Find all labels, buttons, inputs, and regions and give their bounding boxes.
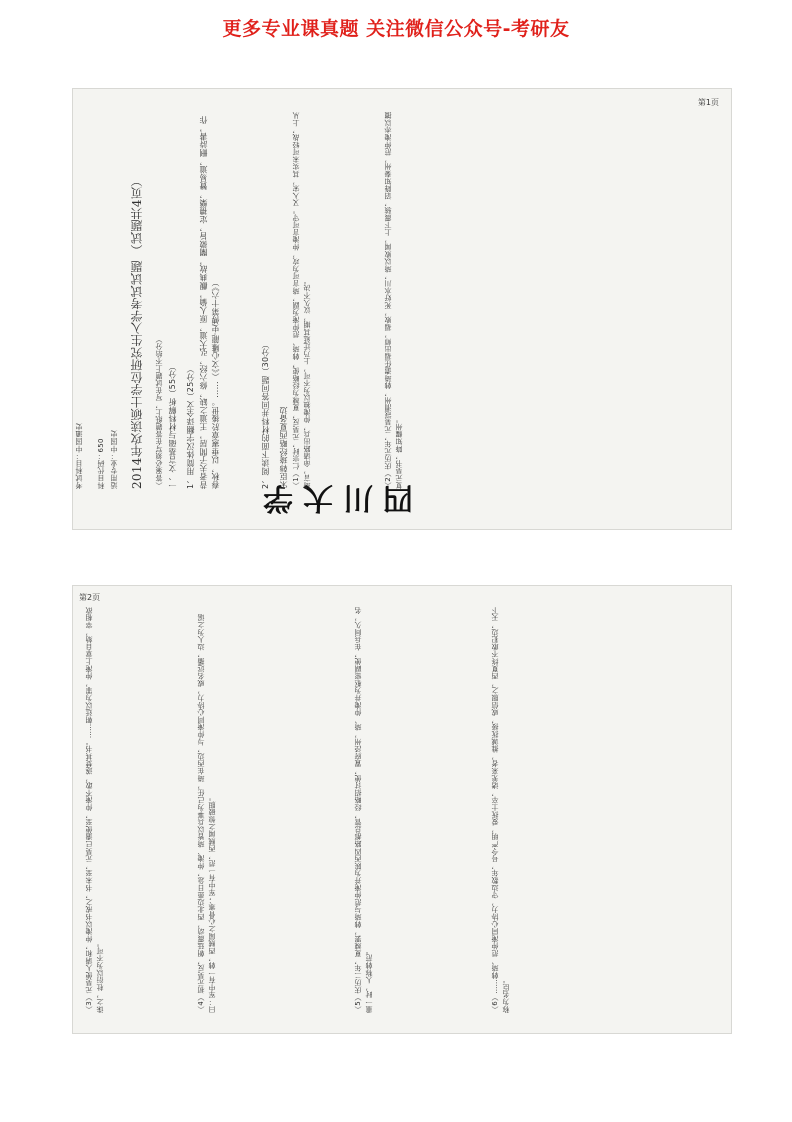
page-2-columns	[83, 593, 646, 1013]
material-paragraph-4: （4）初元昊反，朝廷震动，西北边患日急，仲淹、琦皆以兵事为己任，琦在西边，与仲淹同心协力，威名远播，边人为之谣曰：军中有一韩，西贼闻之心骨寒；军中有一范，西贼闻之惊破胆。	[197, 614, 216, 1013]
page-1-number	[698, 97, 719, 108]
logo-text: 四川大学	[253, 480, 413, 515]
exam-title-col	[129, 109, 145, 489]
exam-page-1	[72, 88, 732, 530]
question-1-2: 2、阅读下面的材料并回答问题（30分）	[261, 340, 270, 489]
page-2-content	[73, 586, 731, 1033]
page-1-content	[73, 89, 731, 529]
q1-text-col	[198, 109, 258, 489]
material-paragraph-5: （5）庆历二年，夏竦罢，韩琦与范仲淹并为陕西四路都总管，经略招讨使，置府泾州，琦、仲淹并为枢密副使，在兵间久，名重一时，人称韩范。	[354, 606, 373, 1013]
meta-code: 科目代码：650	[97, 438, 105, 489]
promo-banner: 更多专业课真题 关注微信公众号-考研友	[222, 18, 570, 40]
para4-col	[196, 603, 346, 1013]
material-paragraph-6: （6）……韩琦、范仲淹同心协力，守边数年，号令严明，爱抚士卒，诸羌来者，推诚抚接，咸信服之，西夏终不敢犯边，天下称为名臣。	[491, 606, 510, 1013]
material-paragraph-2: （2）庆历元年，元昊寇渭州，韩琦遣任福出师，福败，死好水川，琦以败闻，上下震骇，诏降知秦州，范仲淹亦以擅复元昊书，降知耀州。	[384, 111, 403, 489]
para6-col	[490, 603, 640, 1013]
q1-sub2-col	[260, 109, 271, 489]
answer-notice: （答案必须写在答题纸上，写在试题上不给分）	[155, 335, 163, 489]
question-1-1: 1、用简体汉字翻译全文（25分）	[186, 364, 195, 489]
material-paragraph-1: （1）仁宗时，元昊反，夏竦为经略使，韩琦、范仲淹为副，琦言可为攻，仲淹言可守。又入宋，其实未可轻战，上从琦言，命诸路出兵，仲淹独以为不可，上乃迁延其期，议久不决。	[292, 111, 311, 489]
q1-sub2-title-col	[278, 109, 289, 489]
notice-col	[154, 109, 165, 489]
question-1-1-text: 昔者夫子閒居，王道之缺，修六经，弘大道，原人倫，觀典故，闡微旨，定禮樂，贊易道，刪詩書，作春秋，以垂憲章於後世。……（《文心雕龍·史傳第十六》）	[199, 115, 220, 489]
meta-block	[74, 109, 85, 489]
exam-page-2	[72, 585, 732, 1034]
meta-subject: 考试科目：中国通史	[75, 423, 83, 489]
section-1-heading: 一、文言基础与材料解析（55分）	[168, 362, 177, 489]
page-2-label: 第2页	[79, 593, 101, 602]
q1-sub1-col	[185, 109, 196, 489]
q1-heading-col	[167, 109, 178, 489]
meta-code-col	[96, 109, 107, 489]
meta-major: 适用专业：中国史	[110, 430, 118, 489]
page-1-columns	[73, 94, 474, 489]
para5-col	[353, 603, 483, 1013]
pages-total: （试题共4页）	[130, 174, 144, 257]
meta-major-col	[109, 109, 120, 489]
material-title: 宋臣韩琦经略西夏备边	[279, 406, 288, 489]
para2-col	[383, 109, 473, 489]
para1-col	[291, 109, 381, 489]
exam-title: 2014年攻读硕士学位研究生入学考试试题	[130, 260, 144, 489]
para3-col	[84, 603, 194, 1013]
material-paragraph-3: （3）元昊使人请和，仲淹以书戒之，书未至，元昊已遣使至，仲淹不敢，遂焚其书。……朝廷以为罪，仲淹上章自劾，宰相欲诛之，杜衍以为不可。	[85, 606, 104, 1013]
page-1-label: 第1页	[697, 98, 719, 107]
